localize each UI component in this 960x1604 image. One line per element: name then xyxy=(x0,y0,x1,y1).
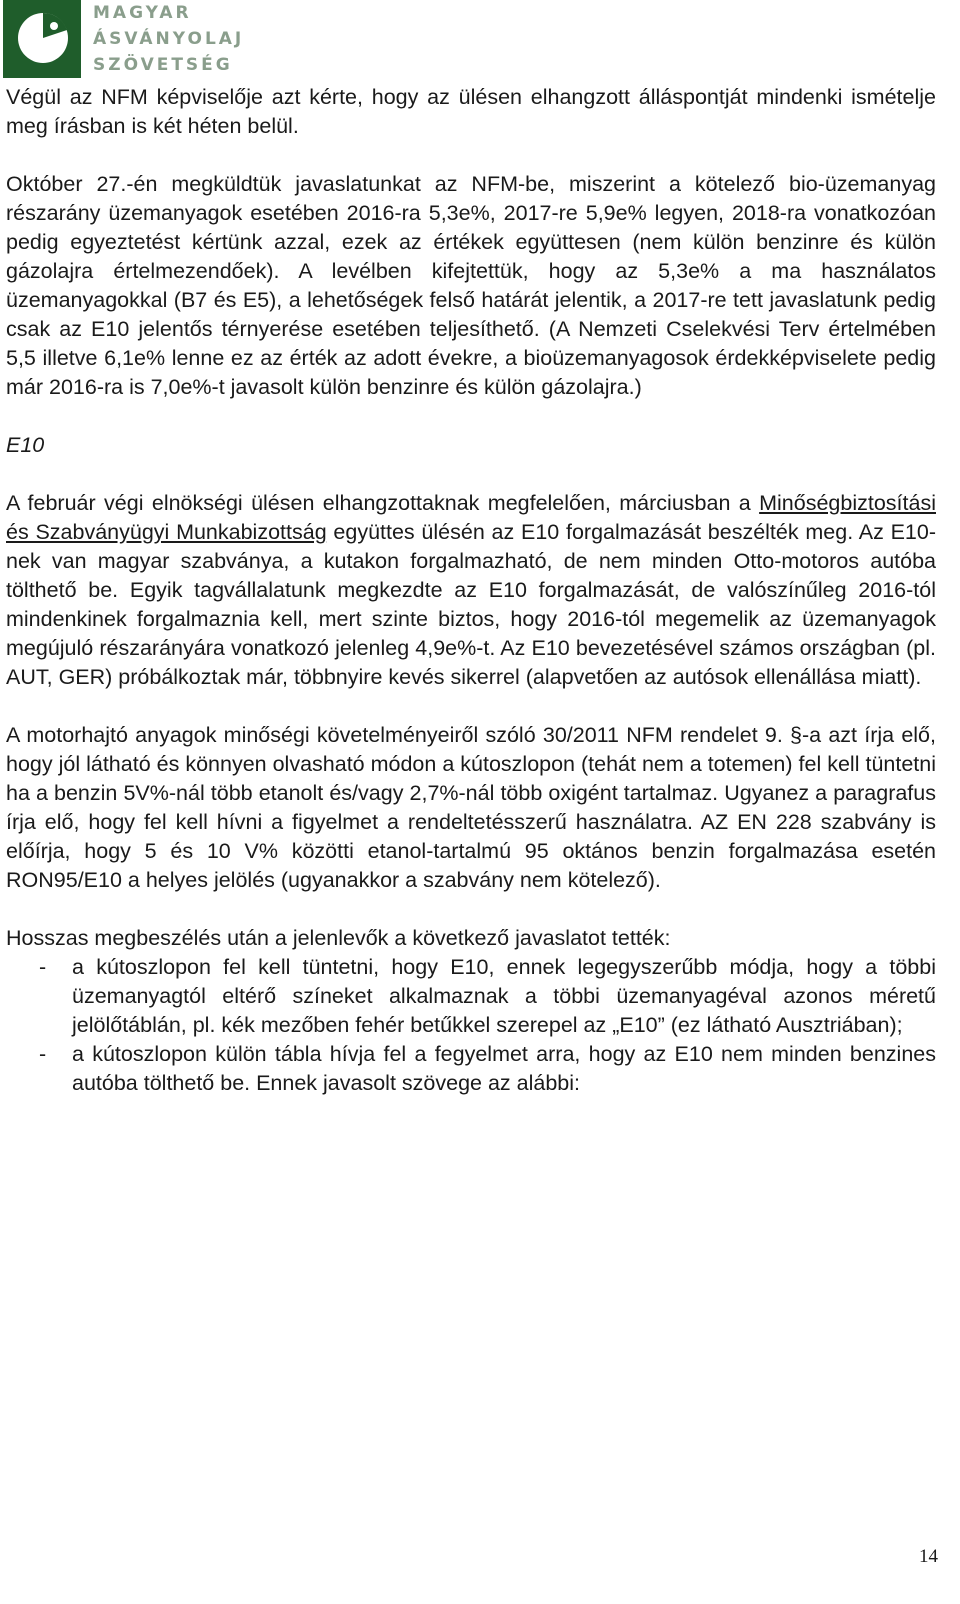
document-body xyxy=(6,83,936,1098)
list-item xyxy=(6,1040,936,1098)
logo-line-1: MAGYAR xyxy=(93,3,192,23)
organization-logo xyxy=(3,0,81,78)
list-item-text: a kútoszlopon fel kell tüntetni, hogy E10, ennek legegyszerűbb módja, hogy a többi üzemanyagtól eltérő színeket alkalmaznak a többi üzemanyagéval azonos méretű jelölőtáblán, pl. kék mezőben fehér betűkkel szerepel az „E10” (ez látható Ausztriában); xyxy=(72,955,936,1037)
paragraph-regulation: A motorhajtó anyagok minőségi követelményeiről szóló 30/2011 NFM rendelet 9. §-a azt írja elő, hogy jól látható és könnyen olvasható módon a kútoszlopon (tehát nem a totemen) fel kell tüntetni ha a benzin 5V%-nál több etanolt és/vagy 2,7%-nál több oxigént tartalmaz. Ugyanez a paragrafus írja elő, hogy fel kell hívni a figyelmet a rendeltetésszerű használatra. AZ EN 228 szabvány is előírja, hogy 5 és 10 V% közötti etanol-tartalmú 95 oktános benzin forgalmazása esetén RON95/E10 a helyes jelölés (ugyanakkor a szabvány nem kötelező). xyxy=(6,723,936,892)
paragraph-proposal-intro: Hosszas megbeszélés után a jelenlevők a következő javaslatot tették: xyxy=(6,926,671,950)
list-dash: - xyxy=(39,955,47,979)
paragraph-e10-meeting xyxy=(6,489,936,692)
paragraph-october-letter: Október 27.-én megküldtük javaslatunkat az NFM-be, miszerint a kötelező bio-üzemanyag részarány üzemanyagok esetében 2016-ra 5,3e%, 2017-re 5,9e% legyen, 2018-ra vonatkozóan pedig egyeztetést kértünk azzal, ezek az értékek együttesen (nem külön benzinre és külön gázolajra értelmezendőek). A levélben kifejtettük, hogy az 5,3e% a ma használatos üzemanyagokkal (B7 és E5), a lehetőségek felső határát jelentik, a 2017-re tett javaslatunk pedig csak az E10 jelentős térnyerése esetében teljesíthető. (A Nemzeti Cselekvési Terv értelmében 5,5 illetve 6,1e% lenne ez az érték az adott évekre, a bioüzemanyagosok érdekképviselete pedig már 2016-ra is 7,0e%-t javasolt külön benzinre és külön gázolajra.) xyxy=(6,172,936,399)
committee-name: Minőségbiztosítási és Szabványügyi Munkabizottság xyxy=(6,491,936,544)
section-heading-e10: E10 xyxy=(6,433,45,457)
proposal-list xyxy=(6,953,936,1098)
list-item-text: a kútoszlopon külön tábla hívja fel a fegyelmet arra, hogy az E10 nem minden benzines autóba tölthető be. Ennek javasolt szövege az alábbi: xyxy=(72,1042,936,1095)
list-item xyxy=(6,953,936,1040)
page-number: 14 xyxy=(919,1546,938,1567)
circle-logo-icon xyxy=(3,0,81,78)
list-dash: - xyxy=(39,1042,47,1066)
paragraph-e10-text-start: A február végi elnökségi ülésen elhangzottaknak megfelelően, márciusban a xyxy=(6,491,760,515)
paragraph-nfm-request: Végül az NFM képviselője azt kérte, hogy az ülésen elhangzott álláspontját mindenki ismételje meg írásban is két héten belül. xyxy=(6,85,936,138)
logo-line-3: SZÖVETSÉG xyxy=(93,55,233,75)
logo-line-2: ÁSVÁNYOLAJ xyxy=(93,29,245,49)
paragraph-e10-text-end: együttes ülésén az E10 forgalmazását beszélték meg. Az E10-nek van magyar szabványa, a kutakon forgalmazható, de nem minden Otto-motoros autóba tölthető be. Egyik tagvállalatunk megkezdte az E10 forgalmazását, de valószínűleg 2016-tól mindenkinek forgalmaznia kell, mert szinte biztos, hogy 2016-tól megemelik az üzemanyagok megújuló részarányára vonatkozó jelenleg 4,9e%-t. Az E10 bevezetésével számos országban (pl. AUT, GER) próbálkoztak már, többnyire kevés sikerrel (alapvetően az autósok ellenállása miatt). xyxy=(6,520,936,689)
letterhead xyxy=(3,0,303,80)
organization-name xyxy=(93,0,244,78)
